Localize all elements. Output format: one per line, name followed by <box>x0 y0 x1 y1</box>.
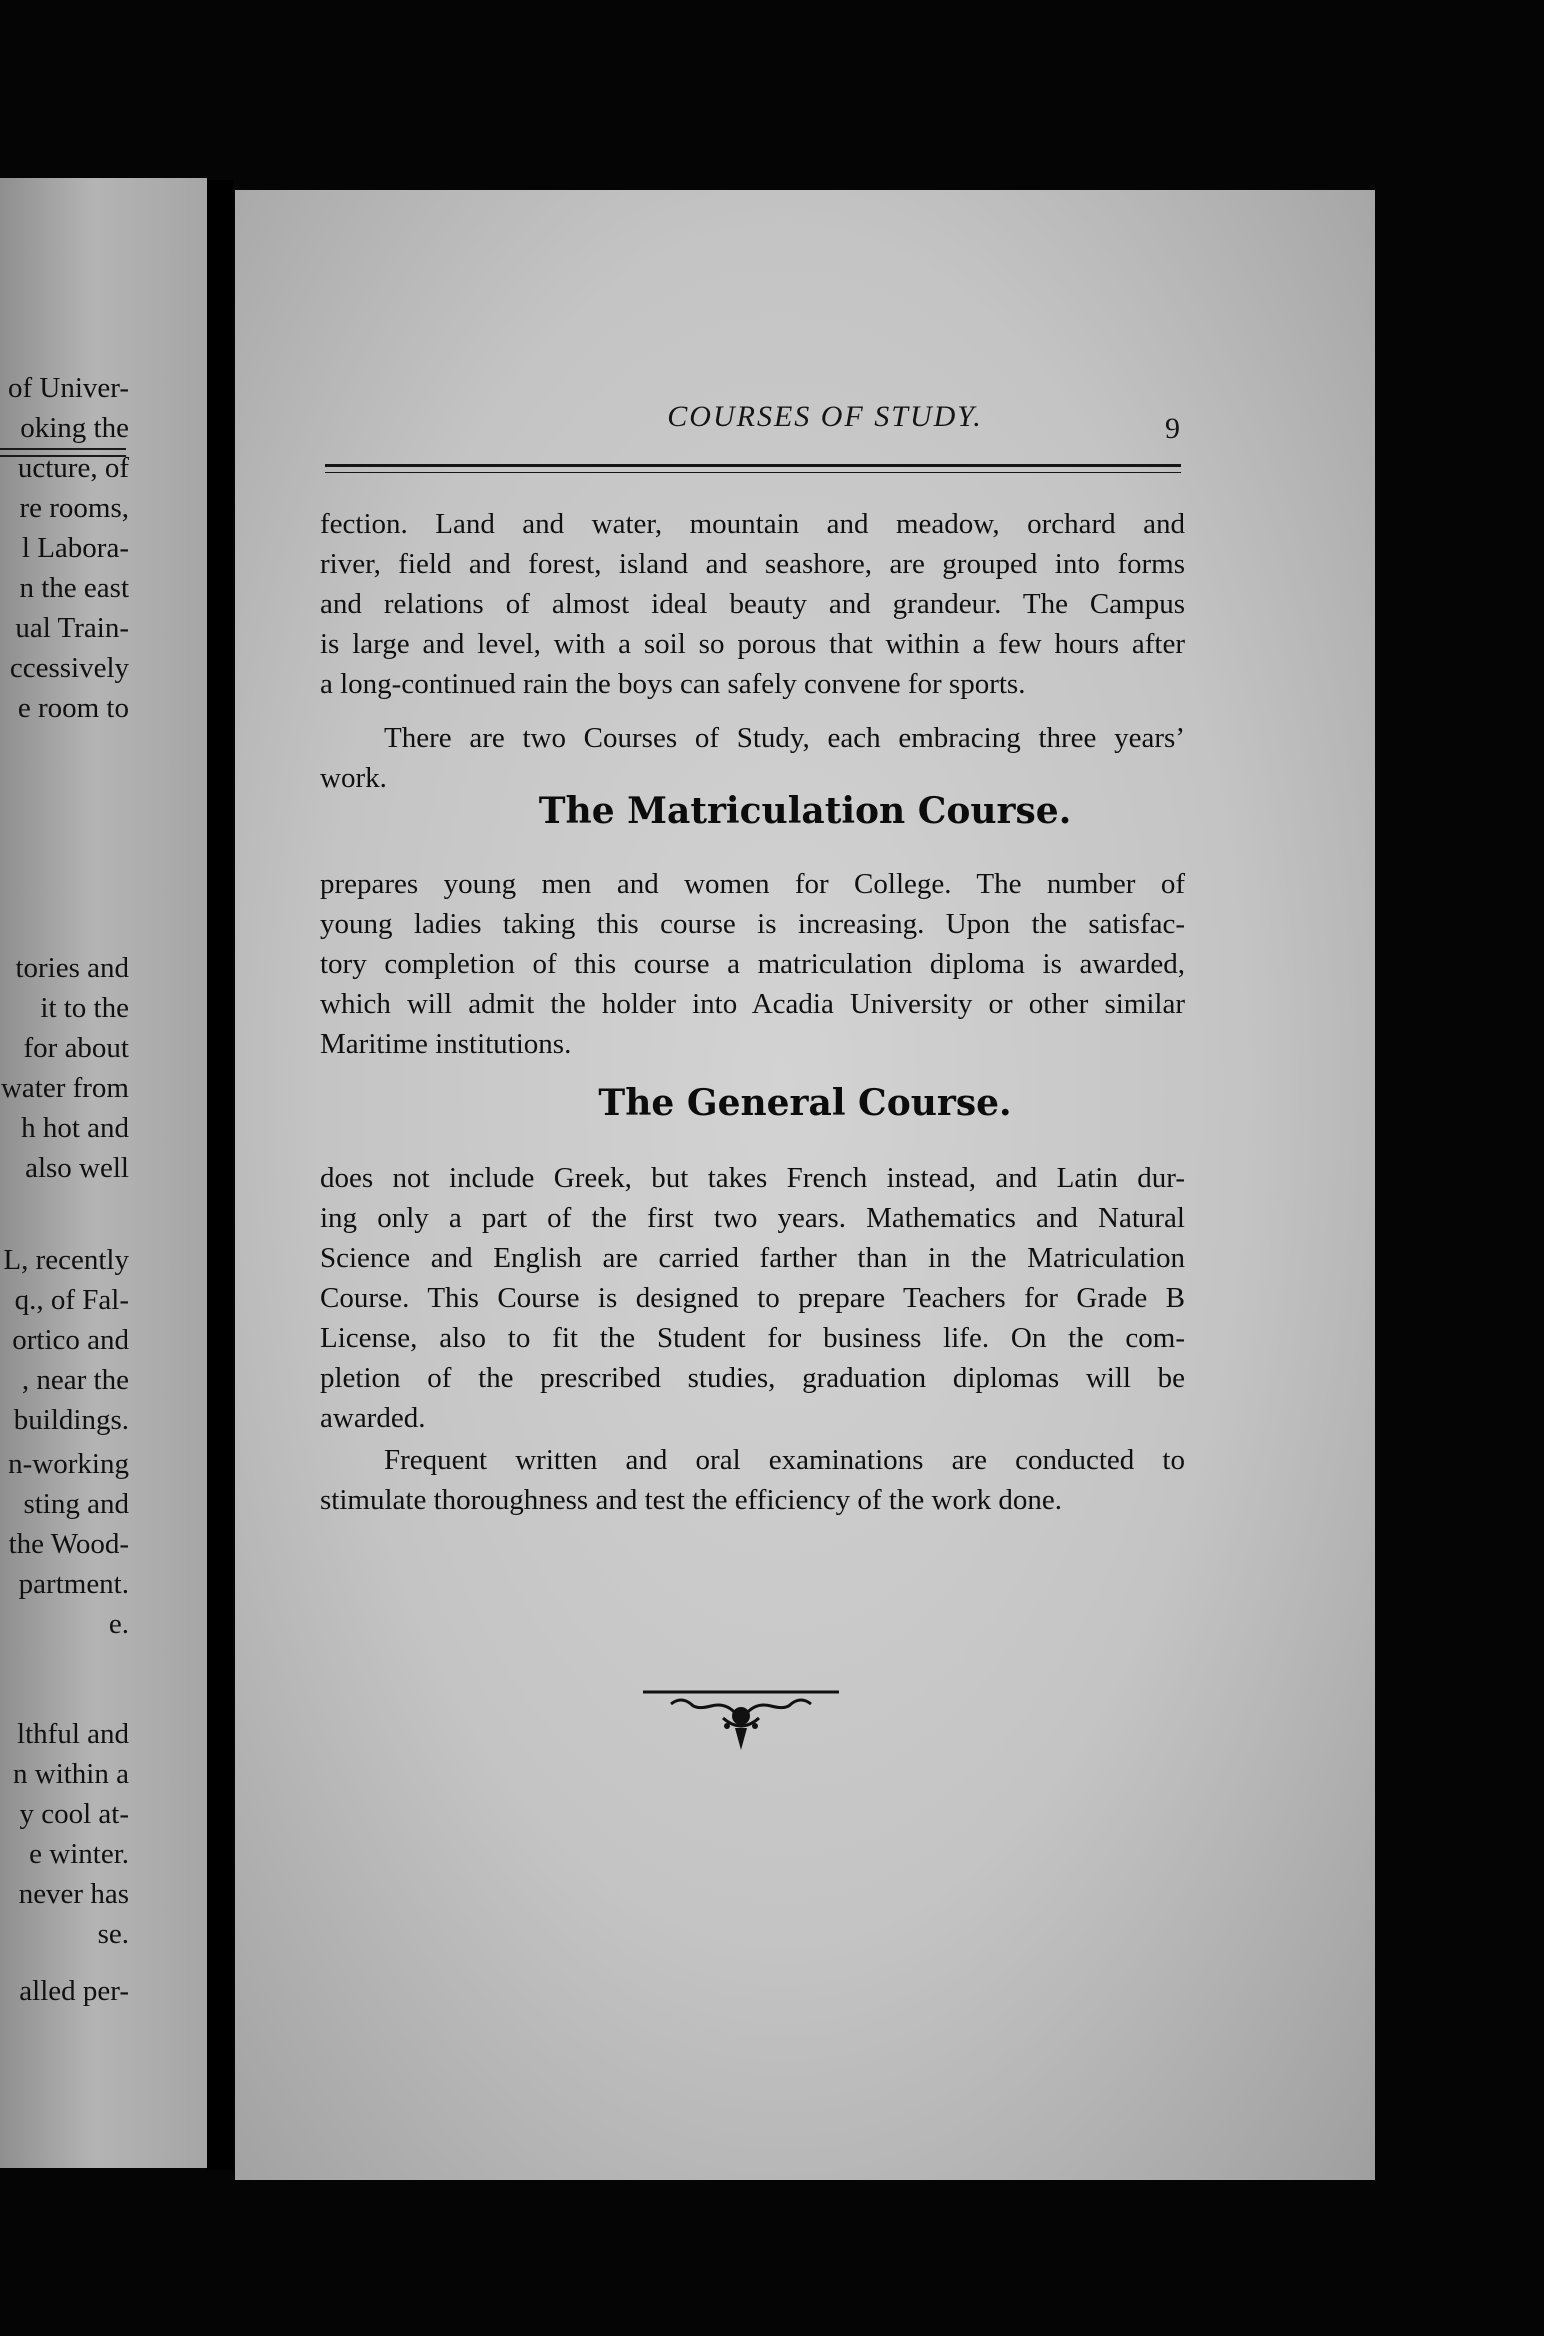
book-gutter <box>207 180 233 2170</box>
text-line: is large and level, with a soil so porous that within a few hours after <box>320 628 1185 660</box>
text-line: pletion of the prescribed studies, graduation diplomas will be <box>320 1362 1185 1394</box>
left-page-line: partment. <box>18 1568 129 1600</box>
left-page-line: q., of Fal- <box>14 1284 129 1316</box>
left-page-line: e winter. <box>29 1838 129 1870</box>
text-line: awarded. <box>320 1402 426 1434</box>
text-line: young ladies taking this course is increasing. Upon the satisfac- <box>320 908 1185 940</box>
left-page-line: oking the <box>20 412 129 444</box>
text-line: stimulate thoroughness and test the efficiency of the work done. <box>320 1484 1062 1516</box>
intro-paragraph <box>320 504 1185 704</box>
left-page-line: se. <box>97 1918 129 1950</box>
left-page-line: the Wood- <box>8 1528 129 1560</box>
left-page-line: of Univer- <box>7 372 129 404</box>
closing-paragraph <box>320 1440 1185 1520</box>
left-page-line: also well <box>25 1152 129 1184</box>
left-page-line: tories and <box>15 952 129 984</box>
text-line: License, also to fit the Student for business life. On the com- <box>320 1322 1185 1354</box>
text-line: ing only a part of the first two years. Mathematics and Natural <box>320 1202 1185 1234</box>
text-line: which will admit the holder into Acadia University or other similar <box>320 988 1185 1020</box>
left-page-line: ual Train- <box>15 612 129 644</box>
text-line: Maritime institutions. <box>320 1028 572 1060</box>
tailpiece-ornament-icon <box>641 1688 841 1758</box>
left-page-line: y cool at- <box>19 1798 129 1830</box>
left-page-line: ucture, of <box>17 452 129 484</box>
left-page-line: it to the <box>40 992 129 1024</box>
text-line: Course. This Course is designed to prepare Teachers for Grade B <box>320 1282 1185 1314</box>
left-page-line: L, recently <box>3 1244 129 1276</box>
text-line: river, field and forest, island and seashore, are grouped into forms <box>320 548 1185 580</box>
text-line: Frequent written and oral examinations are conducted to <box>384 1444 1185 1476</box>
left-page-line: alled per- <box>19 1975 129 2007</box>
general-heading: The General Course. <box>598 1082 1012 1124</box>
left-page-line: n within a <box>13 1758 129 1790</box>
left-page-line: e. <box>108 1608 129 1640</box>
courses-paragraph <box>320 718 1185 798</box>
left-page-line: water from <box>0 1072 129 1104</box>
left-page-line: never has <box>18 1878 129 1910</box>
left-page-line: ortico and <box>12 1324 129 1356</box>
matriculation-heading: The Matriculation Course. <box>538 790 1072 832</box>
running-head: COURSES OF STUDY. <box>667 400 983 433</box>
text-line: There are two Courses of Study, each embracing three years’ <box>384 722 1185 754</box>
text-line: prepares young men and women for College. The number of <box>320 868 1185 900</box>
left-page-line: h hot and <box>21 1112 129 1144</box>
page <box>235 190 1375 2180</box>
text-line: Science and English are carried farther than in the Matriculation <box>320 1242 1185 1274</box>
text-line: and relations of almost ideal beauty and grandeur. The Campus <box>320 588 1185 620</box>
header-rule <box>325 464 1181 467</box>
left-page-line: n-working <box>8 1448 129 1480</box>
left-page-line: n the east <box>19 572 129 604</box>
text-line: a long-continued rain the boys can safely convene for sports. <box>320 668 1026 700</box>
text-line: work. <box>320 762 387 794</box>
text-line: tory completion of this course a matriculation diploma is awarded, <box>320 948 1185 980</box>
left-page-line: ccessively <box>9 652 129 684</box>
left-page-line: e room to <box>17 692 129 724</box>
left-page-line: re rooms, <box>19 492 129 524</box>
left-page-line: , near the <box>21 1364 129 1396</box>
text-line: does not include Greek, but takes French instead, and Latin dur- <box>320 1162 1185 1194</box>
left-page-line: buildings. <box>13 1404 129 1436</box>
left-page-line: lthful and <box>17 1718 129 1750</box>
page-number: 9 <box>1165 412 1180 445</box>
left-page-rule <box>0 448 126 450</box>
left-page-line: l Labora- <box>21 532 129 564</box>
left-page-line: for about <box>23 1032 129 1064</box>
left-facing-page <box>0 178 207 2168</box>
header-rule <box>325 472 1181 473</box>
general-paragraph <box>320 1158 1185 1438</box>
left-page-line: sting and <box>23 1488 129 1520</box>
text-line: fection. Land and water, mountain and meadow, orchard and <box>320 508 1185 540</box>
matriculation-paragraph <box>320 864 1185 1064</box>
